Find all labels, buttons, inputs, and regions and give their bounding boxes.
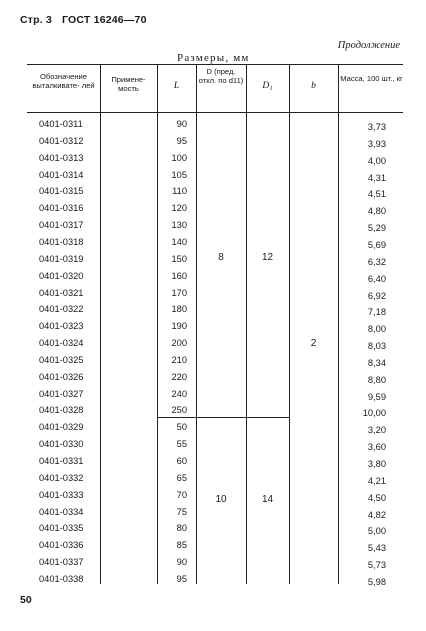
designation-cell: 0401-0325 [39, 354, 84, 365]
mass-cell: 4,51 [367, 189, 386, 200]
designation-cell: 0401-0324 [39, 338, 84, 349]
designation-cell: 0401-0328 [39, 405, 84, 416]
mass-cell: 4,00 [367, 155, 386, 166]
mass-cell: 3,60 [367, 442, 386, 453]
length-cell: 220 [171, 371, 187, 382]
length-cell: 95 [176, 573, 187, 584]
length-cell: 90 [176, 119, 187, 129]
length-cell: 240 [171, 388, 187, 399]
mass-cell: 3,93 [367, 138, 386, 149]
mass-cell: 8,03 [367, 341, 386, 352]
length-cell: 200 [171, 338, 187, 349]
mass-cell: 5,69 [367, 239, 386, 250]
designation-cell: 0401-0336 [39, 540, 84, 551]
mass-cell: 5,73 [367, 560, 386, 571]
mass-cell: 8,34 [367, 357, 386, 368]
designation-cell: 0401-0327 [39, 388, 84, 399]
table-header-rule [27, 112, 403, 113]
mass-cell: 3,80 [367, 459, 386, 469]
length-cell: 60 [176, 456, 187, 466]
page-number: 50 [20, 594, 32, 606]
designation-cell: 0401-0321 [39, 287, 84, 298]
mass-cell: 5,43 [367, 543, 386, 554]
length-cell: 170 [171, 287, 187, 298]
mass-cell: 3,20 [367, 425, 386, 436]
mass-cell: 4,50 [367, 492, 386, 503]
length-cell: 70 [176, 489, 187, 500]
designation-cell: 0401-0326 [39, 371, 84, 382]
designation-cell: 0401-0334 [39, 506, 84, 517]
designation-cell: 0401-0333 [39, 489, 84, 500]
mass-cell: 8,80 [367, 374, 386, 385]
length-cell: 180 [171, 304, 187, 315]
length-cell: 250 [171, 405, 187, 416]
length-cell: 140 [171, 236, 187, 247]
col-header-b: b [311, 81, 316, 91]
mass-cell: 6,40 [367, 273, 386, 284]
length-cell: 160 [171, 270, 187, 281]
length-cell: 90 [176, 557, 187, 568]
mass-cell: 6,92 [367, 290, 386, 301]
col-header-L: L [173, 81, 180, 91]
column-divider [196, 64, 197, 584]
length-cell: 150 [171, 253, 187, 264]
designation-cell: 0401-0320 [39, 270, 84, 281]
length-cell: 105 [171, 169, 187, 180]
mass-cell: 9,59 [367, 391, 386, 402]
standard-label: ГОСТ 16246—70 [62, 14, 147, 26]
D1-group-2: 14 [261, 494, 274, 505]
mass-cell: 3,73 [367, 122, 386, 132]
col-header-mass: Масса, 100 шт., кг [340, 74, 403, 83]
D1-group-1: 12 [261, 252, 274, 263]
length-cell: 50 [176, 422, 187, 433]
length-cell: 210 [171, 354, 187, 365]
group-divider [157, 417, 289, 418]
designation-cell: 0401-0322 [39, 304, 84, 315]
mass-cell: 6,32 [367, 256, 386, 267]
length-cell: 85 [176, 540, 187, 551]
designation-cell: 0401-0331 [39, 456, 84, 466]
col-header-applicability: Примене- мость [111, 75, 146, 93]
mass-cell: 10,00 [362, 408, 386, 419]
col-header-designation: Обозначение выталкивате- лей [32, 72, 95, 90]
designation-cell: 0401-0315 [39, 186, 84, 197]
sizes-caption: Размеры, мм [177, 52, 250, 64]
designation-cell: 0401-0330 [39, 439, 84, 450]
designation-cell: 0401-0323 [39, 321, 84, 332]
col-header-D1: D₁ [262, 81, 273, 91]
designation-cell: 0401-0317 [39, 220, 84, 231]
col-header-D: D (пред. откл. по d11) [198, 67, 244, 85]
length-cell: 120 [171, 203, 187, 214]
column-divider [100, 64, 101, 584]
mass-cell: 4,80 [367, 206, 386, 217]
designation-cell: 0401-0318 [39, 236, 84, 247]
mass-cell: 5,00 [367, 526, 386, 537]
D-group-2: 10 [215, 494, 227, 505]
mass-cell: 5,29 [367, 223, 386, 234]
designation-cell: 0401-0332 [39, 472, 84, 483]
mass-cell: 4,21 [367, 475, 386, 486]
D-group-1: 8 [218, 252, 224, 263]
continuation-label: Продолжение [337, 40, 400, 51]
designation-cell: 0401-0314 [39, 169, 84, 180]
table-top-rule [27, 64, 403, 65]
b-value: 2 [310, 338, 317, 349]
length-cell: 110 [172, 186, 187, 197]
column-divider [246, 64, 247, 584]
length-cell: 100 [171, 152, 187, 163]
dimensions-table [27, 64, 403, 587]
column-divider [289, 64, 290, 584]
mass-cell: 4,82 [367, 509, 386, 520]
mass-cell: 7,18 [367, 307, 386, 318]
length-cell: 190 [171, 321, 187, 332]
designation-cell: 0401-0338 [39, 573, 84, 584]
length-cell: 55 [176, 439, 187, 450]
length-cell: 65 [176, 472, 187, 483]
designation-cell: 0401-0312 [39, 135, 84, 146]
mass-cell: 4,31 [367, 172, 386, 183]
designation-cell: 0401-0313 [39, 152, 84, 163]
designation-cell: 0401-0335 [39, 523, 84, 534]
mass-cell: 5,98 [367, 576, 386, 587]
length-cell: 80 [176, 523, 187, 534]
designation-cell: 0401-0311 [39, 119, 83, 129]
mass-cell: 8,00 [367, 324, 386, 335]
length-cell: 95 [176, 135, 187, 146]
designation-cell: 0401-0329 [39, 422, 84, 433]
page-header [20, 14, 147, 26]
designation-cell: 0401-0319 [39, 253, 84, 264]
length-cell: 75 [176, 506, 187, 517]
designation-cell: 0401-0337 [39, 557, 84, 568]
length-cell: 130 [171, 220, 187, 231]
page-label: Стр. 3 [20, 14, 53, 26]
designation-cell: 0401-0316 [39, 203, 84, 214]
